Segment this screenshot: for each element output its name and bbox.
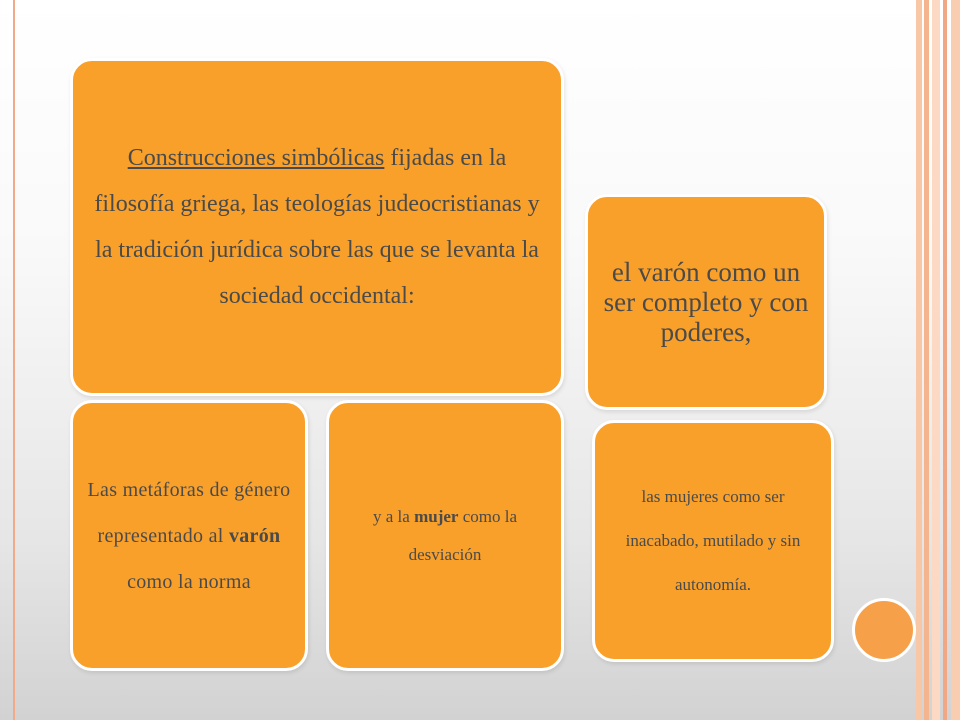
left-accent-rule — [13, 0, 15, 720]
right-decorative-bars — [916, 0, 960, 720]
gender-metaphors-text-start: Las metáforas de género representado al — [87, 478, 291, 547]
gender-metaphors-box — [70, 400, 308, 671]
woman-deviation-text-start: y a la — [373, 506, 410, 526]
man-complete-text: el varón como un ser completo y con poderes, — [603, 257, 809, 347]
women-incomplete-box — [592, 420, 834, 662]
symbolic-constructions-text: fijadas en la filosofía griega, las teologías judeocristianas y la tradición jurídica sobre las que se levanta la sociedad occidental: — [94, 145, 540, 309]
women-incomplete-text: las mujeres como ser inacabado, mutilado y sin autonomía. — [625, 487, 801, 594]
right-bar — [924, 0, 929, 720]
right-bar — [932, 0, 940, 720]
right-bar — [951, 0, 960, 720]
gender-metaphors-text-end: como la norma — [127, 570, 251, 593]
symbolic-constructions-heading: Construcciones simbólicas — [127, 145, 385, 171]
woman-deviation-box — [326, 400, 564, 671]
man-complete-box — [585, 194, 827, 410]
decorative-circle — [852, 598, 916, 662]
right-bar — [943, 0, 947, 720]
gender-metaphors-bold-word: varón — [228, 524, 281, 547]
symbolic-constructions-box — [70, 58, 564, 396]
woman-deviation-text-end: como la desviación — [408, 506, 517, 564]
woman-deviation-bold-word: mujer — [414, 506, 459, 526]
right-bar — [916, 0, 922, 720]
